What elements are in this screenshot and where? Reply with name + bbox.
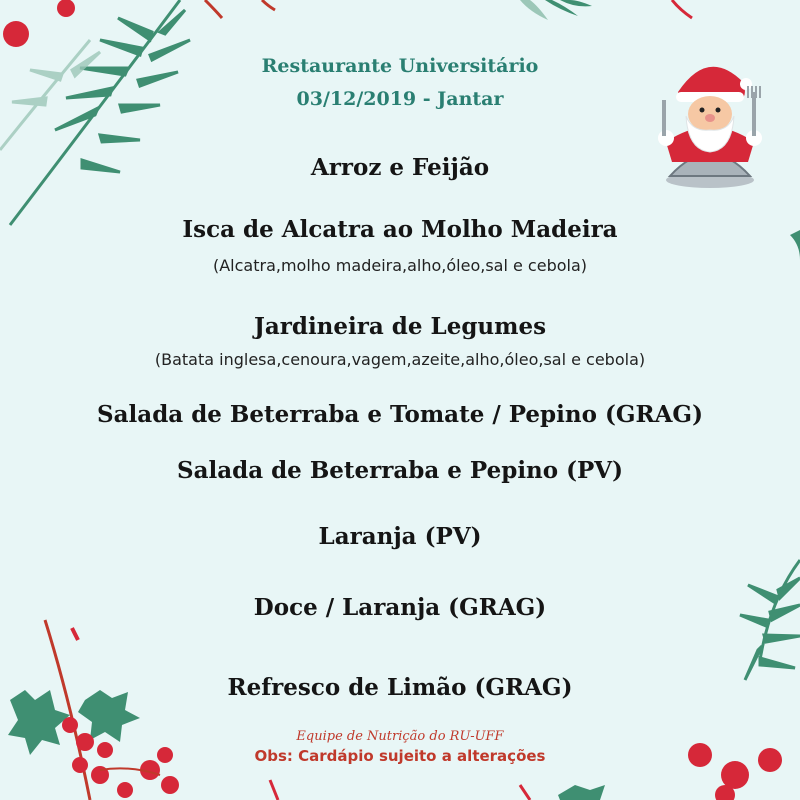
menu-item-isca-alcatra: Isca de Alcatra ao Molho Madeira	[182, 216, 618, 243]
menu-item-isca-alcatra-description: (Alcatra,molho madeira,alho,óleo,sal e cebola)	[212, 256, 587, 275]
date-meal-label: 03/12/2019 - Jantar	[296, 88, 504, 110]
restaurant-title: Restaurante Universitário	[261, 55, 539, 77]
menu-item-doce-laranja: Doce / Laranja (GRAG)	[253, 594, 547, 621]
menu-item-jardineira: Jardineira de Legumes	[253, 313, 547, 340]
menu-item-refresco-limao: Refresco de Limão (GRAG)	[227, 674, 573, 701]
menu-item-salada-pv: Salada de Beterraba e Pepino (PV)	[176, 457, 624, 484]
menu-item-salada-grag: Salada de Beterraba e Tomate / Pepino (GRAG)	[97, 401, 703, 428]
disclaimer-note: Obs: Cardápio sujeito a alterações	[254, 747, 546, 765]
menu-item-jardineira-description: (Batata inglesa,cenoura,vagem,azeite,alho,óleo,sal e cebola)	[154, 350, 646, 369]
nutrition-team-label: Equipe de Nutrição do RU-UFF	[296, 729, 504, 744]
menu-item-arroz-feijao: Arroz e Feijão	[310, 154, 490, 181]
menu-item-laranja-pv: Laranja (PV)	[318, 523, 482, 550]
